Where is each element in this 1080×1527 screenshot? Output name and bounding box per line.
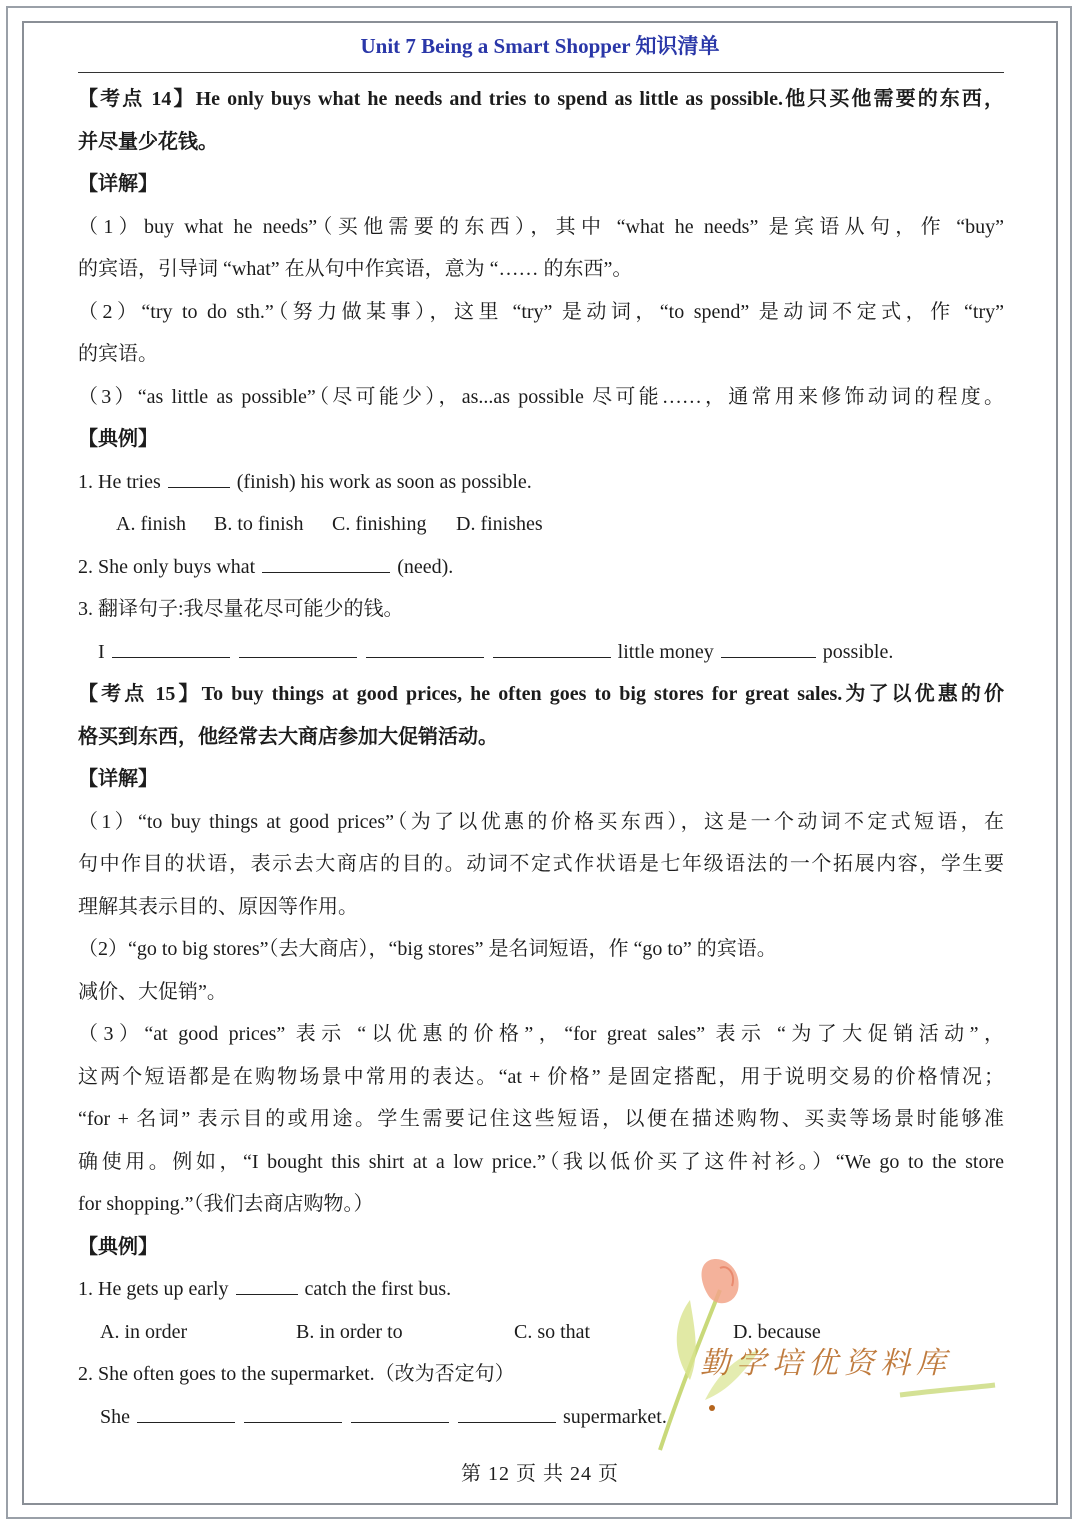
- detail-heading: 【详解】: [78, 768, 158, 790]
- question-text: 1. He gets up early: [78, 1278, 229, 1300]
- answer-blank[interactable]: [244, 1402, 342, 1423]
- answer-blank[interactable]: [351, 1402, 449, 1423]
- explanation-line: 的宾语，引导词 “what” 在从句中作宾语，意为 “…… 的东西”。: [78, 258, 633, 280]
- explanation-line: 确使用。例如，“I bought this shirt at a low price.”（我以低价买了这件衬衫。）“We go to the store: [78, 1150, 1004, 1173]
- question-3-answer: [78, 631, 1004, 674]
- answer-blank[interactable]: [168, 467, 230, 488]
- exercise-2: 2. She often goes to the supermarket.（改为否定句）: [78, 1363, 515, 1385]
- answer-blank[interactable]: [458, 1402, 556, 1423]
- explanation-line: for shopping.”（我们去商店购物。）: [78, 1193, 374, 1215]
- option-d[interactable]: D. finishes: [456, 513, 543, 535]
- example-heading: 【典例】: [78, 1235, 158, 1258]
- answer-text: little money: [617, 640, 714, 663]
- answer-blank[interactable]: [262, 552, 390, 573]
- answer-blank[interactable]: [493, 637, 611, 658]
- page-footer: 第 12 页 共 24 页: [461, 1463, 619, 1485]
- question-1-options: [78, 503, 1004, 546]
- detail-heading: 【详解】: [78, 173, 158, 195]
- question-1: [78, 461, 1004, 504]
- answer-text: supermarket.: [563, 1405, 667, 1428]
- document-body: [78, 78, 1004, 1438]
- point-15-title-cont: 格买到东西，他经常去大商店参加大促销活动。: [78, 725, 498, 748]
- option-b[interactable]: B. to finish: [214, 513, 304, 535]
- header-rule: [78, 72, 1004, 73]
- example-heading: 【典例】: [78, 428, 158, 450]
- explanation-line: 理解其表示目的、原因等作用。: [78, 895, 358, 918]
- point-15-title: 【考点 15】To buy things at good prices, he often goes to big stores for great sales.为了以优惠的价: [78, 683, 1004, 705]
- question-text: (need).: [397, 555, 454, 578]
- point-14-title-cont: 并尽量少花钱。: [78, 130, 218, 153]
- explanation-line: “for + 名词” 表示目的或用途。学生需要记住这些短语，以便在描述购物、买卖等场景时能够准: [78, 1108, 1004, 1130]
- option-b[interactable]: B. in order to: [296, 1320, 403, 1343]
- explanation-line: （3）“at good prices” 表示 “以优惠的价格”，“for great sales” 表示 “为了大促销活动”，: [78, 1023, 1004, 1045]
- explanation-line: （3）“as little as possible”（尽可能少），as...as possible 尽可能……，通常用来修饰动词的程度。: [78, 385, 1004, 408]
- explanation-line: （2）“go to big stores”（去大商店），“big stores” 是名词短语，作 “go to” 的宾语。: [78, 938, 777, 960]
- question-text: (finish) his work as soon as possible.: [236, 470, 532, 493]
- explanation-line: 句中作目的状语，表示去大商店的目的。动词不定式作状语是七年级语法的一个拓展内容，学生要: [78, 853, 1004, 875]
- page-header: Unit 7 Being a Smart Shopper 知识清单: [360, 34, 720, 58]
- explanation-line: 减价、大促销”。: [78, 980, 227, 1003]
- answer-blank[interactable]: [137, 1402, 235, 1423]
- option-c[interactable]: C. so that: [514, 1320, 591, 1343]
- question-2: [78, 546, 1004, 589]
- answer-blank[interactable]: [366, 637, 484, 658]
- explanation-line: 的宾语。: [78, 343, 158, 365]
- answer-blank[interactable]: [112, 637, 230, 658]
- explanation-line: （1）buy what he needs”（买他需要的东西），其中 “what he needs” 是宾语从句，作 “buy”: [78, 215, 1004, 238]
- option-d[interactable]: D. because: [733, 1320, 821, 1343]
- question-text: catch the first bus.: [304, 1278, 452, 1300]
- question-3: 3. 翻译句子:我尽量花尽可能少的钱。: [78, 598, 404, 620]
- explanation-line: 这两个短语都是在购物场景中常用的表达。“at + 价格” 是固定搭配，用于说明交易的价格情况；: [78, 1065, 1004, 1088]
- explanation-line: （2）“try to do sth.”（努力做某事），这里 “try” 是动词，“to spend” 是动词不定式，作 “try”: [78, 300, 1004, 323]
- option-c[interactable]: C. finishing: [332, 513, 427, 535]
- answer-blank[interactable]: [236, 1274, 298, 1295]
- question-text: 2. She only buys what: [78, 555, 256, 578]
- answer-text: I: [98, 640, 105, 663]
- answer-text: She: [100, 1405, 130, 1428]
- answer-blank[interactable]: [239, 637, 357, 658]
- answer-blank[interactable]: [721, 637, 816, 658]
- point-14-title: 【考点 14】He only buys what he needs and tries to spend as little as possible.他只买他需要的东西，: [78, 88, 1004, 110]
- question-text: 1. He tries: [78, 470, 161, 493]
- option-a[interactable]: A. in order: [100, 1320, 188, 1343]
- watermark-text: 勤学培优资料库: [700, 1346, 952, 1381]
- answer-text: possible.: [822, 640, 894, 663]
- explanation-line: （1）“to buy things at good prices”（为了以优惠的价格买东西），这是一个动词不定式短语，在: [78, 810, 1004, 833]
- option-a[interactable]: A. finish: [116, 513, 186, 535]
